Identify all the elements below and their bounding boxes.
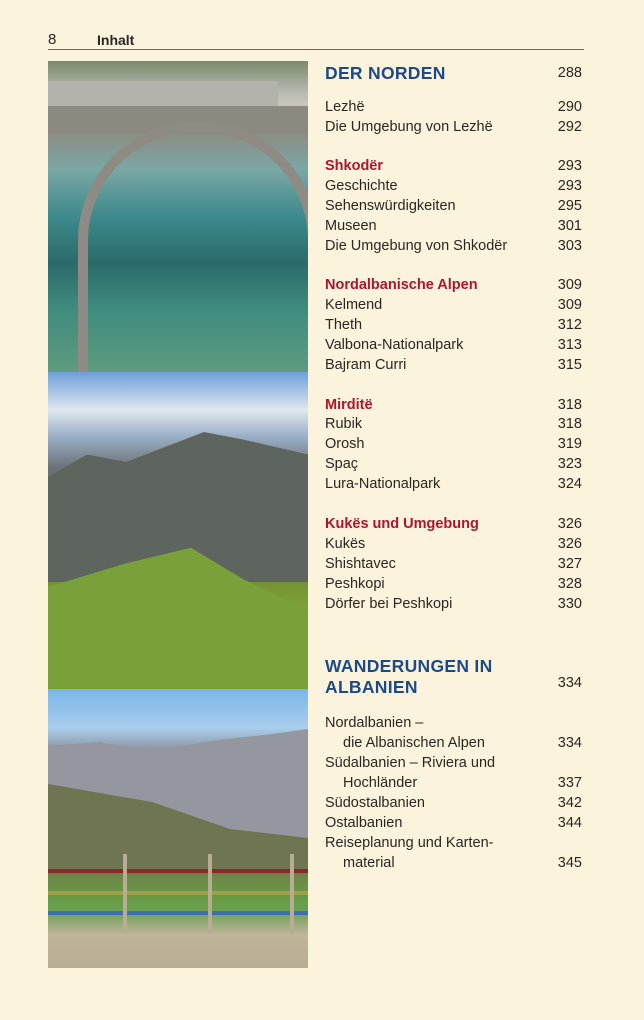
toc-page-number: 318 xyxy=(557,416,582,432)
toc-label: Die Umgebung von Lezhë xyxy=(325,119,493,135)
toc-label: Shishtavec xyxy=(325,556,396,572)
toc-label: Orosh xyxy=(325,436,365,452)
running-title: Inhalt xyxy=(97,32,135,48)
toc-label: Nordalbanien – xyxy=(325,715,424,731)
toc-page-number: 342 xyxy=(557,795,582,811)
toc-page-number: 330 xyxy=(557,596,582,612)
photo-detail xyxy=(208,854,212,934)
toc-label: Bajram Curri xyxy=(325,357,407,373)
toc-page-number: 290 xyxy=(557,99,582,115)
toc-page-number: 292 xyxy=(557,119,582,135)
toc-page-number: 309 xyxy=(557,277,582,293)
toc-page-number: 334 xyxy=(557,675,582,691)
photo-mountains-hikers xyxy=(48,372,308,689)
toc-label: Rubik xyxy=(325,416,363,432)
toc-label: DER NORDEN xyxy=(325,63,446,83)
toc-label: Reiseplanung und Karten- xyxy=(325,835,494,851)
toc-page-number: 334 xyxy=(557,735,582,751)
toc-page-number: 327 xyxy=(557,556,582,572)
toc-page-number: 326 xyxy=(557,536,582,552)
toc-page-number: 293 xyxy=(557,178,582,194)
toc-page-number: 301 xyxy=(557,218,582,234)
toc-label: Kelmend xyxy=(325,297,383,313)
photo-detail xyxy=(48,869,308,873)
toc-page-number: 309 xyxy=(557,297,582,313)
toc-label: material xyxy=(343,855,395,871)
photo-detail xyxy=(123,854,127,934)
toc-label: Lezhë xyxy=(325,99,365,115)
toc-label: die Albanischen Alpen xyxy=(343,735,485,751)
toc-label: Nordalbanische Alpen xyxy=(325,277,478,293)
toc-label: Ostalbanien xyxy=(325,815,403,831)
toc-page-number: 303 xyxy=(557,238,582,254)
toc-page-number: 318 xyxy=(557,397,582,413)
toc-page-number: 345 xyxy=(557,855,582,871)
toc-label: Theth xyxy=(325,317,363,333)
toc-label: Sehenswürdigkeiten xyxy=(325,198,456,214)
toc-page-number: 315 xyxy=(557,357,582,373)
toc-page-number: 344 xyxy=(557,815,582,831)
toc-label: Kukës und Umgebung xyxy=(325,516,479,532)
toc-label: Mirditë xyxy=(325,397,373,413)
photo-detail xyxy=(48,911,308,915)
photo-detail xyxy=(290,854,294,934)
photo-bridge xyxy=(48,61,308,372)
toc-page-number: 295 xyxy=(557,198,582,214)
toc-label: WANDERUNGEN IN xyxy=(325,656,493,676)
toc-label: ALBANIEN xyxy=(325,677,418,697)
page-number: 8 xyxy=(48,31,57,48)
photo-horse-riders xyxy=(48,689,308,968)
toc-page-number: 337 xyxy=(557,775,582,791)
toc-label: Dörfer bei Peshkopi xyxy=(325,596,453,612)
toc-page-number: 326 xyxy=(557,516,582,532)
toc-page-number: 312 xyxy=(557,317,582,333)
running-header xyxy=(48,31,584,50)
toc-page-number: 313 xyxy=(557,337,582,353)
toc-page-number: 323 xyxy=(557,456,582,472)
toc-page-number: 288 xyxy=(557,65,582,81)
toc-label: Hochländer xyxy=(343,775,418,791)
toc-page-number: 328 xyxy=(557,576,582,592)
toc-label: Südostalbanien xyxy=(325,795,425,811)
photo-column xyxy=(48,61,308,968)
toc-label: Shkodër xyxy=(325,158,384,174)
toc-label: Museen xyxy=(325,218,377,234)
toc-page-number: 293 xyxy=(557,158,582,174)
toc-page-number: 319 xyxy=(557,436,582,452)
photo-detail xyxy=(78,121,308,372)
toc-label: Die Umgebung von Shkodër xyxy=(325,238,508,254)
toc-label: Kukës xyxy=(325,536,366,552)
toc-label: Südalbanien – Riviera und xyxy=(325,755,496,771)
toc-page-number: 324 xyxy=(557,476,582,492)
toc-label: Spaç xyxy=(325,456,359,472)
toc-label: Lura-Nationalpark xyxy=(325,476,441,492)
toc-label: Peshkopi xyxy=(325,576,385,592)
photo-detail xyxy=(48,891,308,895)
toc-label: Valbona-Nationalpark xyxy=(325,337,464,353)
toc-label: Geschichte xyxy=(325,178,398,194)
